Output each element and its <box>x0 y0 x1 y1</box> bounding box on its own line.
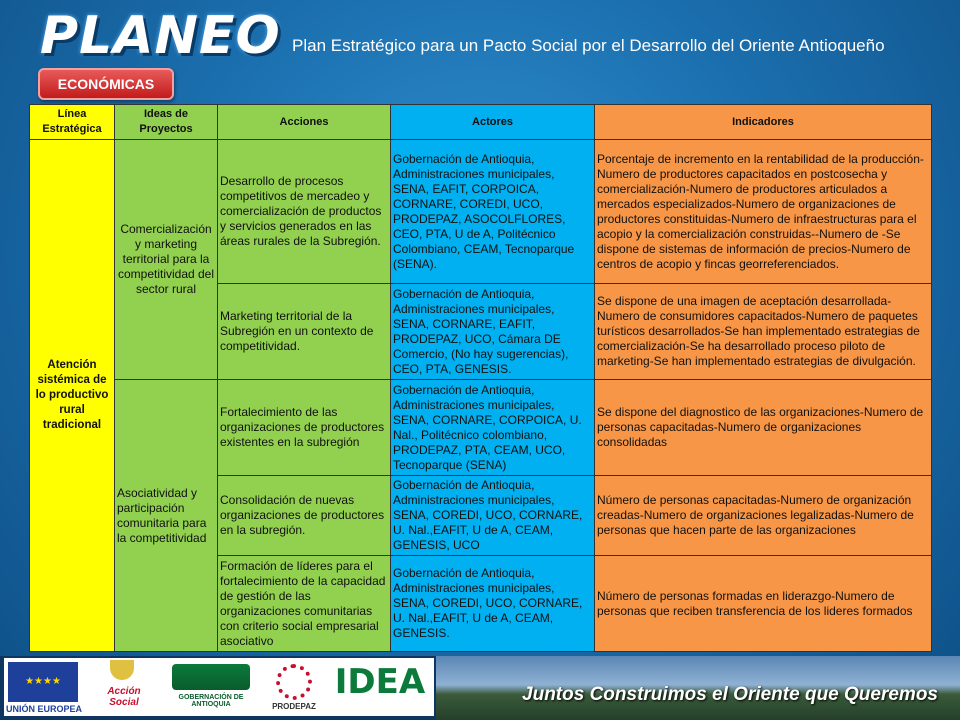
actores-cell: Gobernación de Antioquia, Administraciones municipales, SENA, COREDI, UCO, CORNARE, U. Nal.,EAFIT, U de A, CEAM, GENESIS, UCO <box>391 476 595 556</box>
category-badge[interactable]: ECONÓMICAS <box>38 68 174 100</box>
header-ideas: Ideas de Proyectos <box>115 105 218 140</box>
logo-label-gobernacion: GOBERNACIÓN DE ANTIOQUIA <box>178 694 244 708</box>
linea-estrategica-cell: Atención sistémica de lo productivo rural tradicional <box>30 140 115 652</box>
planeo-logo-title: PLANEO <box>40 6 281 66</box>
logo-label-prodepaz: PRODEPAZ <box>272 702 316 711</box>
actores-cell: Gobernación de Antioquia, Administraciones municipales, SENA, EAFIT, CORPOICA, CORNARE, COREDI, UCO, PRODEPAZ, ASOCOLFLORES, CEO, PTA, U de A, Politécnico Colombiano, CEAM, Tecnoparque (SENA). <box>391 140 595 284</box>
indicadores-cell: Número de personas formadas en liderazgo-Numero de personas que reciben transferencia de los lideres formados <box>595 556 932 652</box>
antioquia-shield-icon <box>172 664 250 690</box>
header-linea: Línea Estratégica <box>30 105 115 140</box>
indicadores-cell: Se dispone del diagnostico de las organizaciones-Numero de personas capacitadas-Numero de organizaciones consolidadas <box>595 380 932 476</box>
accion-cell: Marketing territorial de la Subregión en un contexto de competitividad. <box>218 284 391 380</box>
actores-cell: Gobernación de Antioquia, Administraciones municipales, SENA, CORNARE, EAFIT, PRODEPAZ, UCO, Cámara DE Comercio, (No hay sugerencias), CEO, PTA, GENESIS. <box>391 284 595 380</box>
idea-cell: Comercialización y marketing territorial para la competitividad del sector rural <box>115 140 218 380</box>
logo-label-ue: UNIÓN EUROPEA <box>6 704 83 714</box>
header-indicadores: Indicadores <box>595 105 932 140</box>
indicadores-cell: Porcentaje de incremento en la rentabilidad de la producción-Numero de productores capacitados en postcosecha y comercialización-Numero de productores articulados a mercados especializados-Numero de organizaciones de productores constituidas-Numero de infraestructuras para el acopio y la comercialización construidas--Numero de -Se dispone de sistemas de información de precios-Numero de centros de acopio y fincas georreferenciados. <box>595 140 932 284</box>
eu-flag-icon: ★★★★ <box>8 662 78 702</box>
page-subtitle: Plan Estratégico para un Pacto Social por el Desarrollo del Oriente Antioqueño <box>292 36 885 55</box>
header-actores: Actores <box>391 105 595 140</box>
indicadores-cell: Se dispone de una imagen de aceptación desarrollada-Numero de consumidores capacitados-Numero de paquetes turísticos desarrollados-Se han implementado estrategias de comercialización-Se ha desarrollado proceso piloto de marketing-Se han implementado estrategias de divulgación. <box>595 284 932 380</box>
prodepaz-icon <box>276 664 312 700</box>
accion-cell: Consolidación de nuevas organizaciones de productores en la subregión. <box>218 476 391 556</box>
actores-cell: Gobernación de Antioquia, Administraciones municipales, SENA, CORNARE, CORPOICA, U. Nal., Politécnico colombiano, PRODEPAZ, PTA, CEAM, UCO, Tecnoparque (SENA) <box>391 380 595 476</box>
footer-slogan: Juntos Construimos el Oriente que Queremos <box>522 684 938 705</box>
header-acciones: Acciones <box>218 105 391 140</box>
table-header-row <box>30 105 932 140</box>
accion-cell: Formación de líderes para el fortalecimiento de la capacidad de gestión de las organizaciones comunitarias con criterio social empresarial asociativo <box>218 556 391 652</box>
accion-cell: Fortalecimiento de las organizaciones de productores existentes en la subregión <box>218 380 391 476</box>
actores-cell: Gobernación de Antioquia, Administraciones municipales, SENA, COREDI, UCO, CORNARE, U. Nal.,EAFIT, U de A, CEAM, GENESIS. <box>391 556 595 652</box>
table-row <box>30 380 932 476</box>
accion-cell: Desarrollo de procesos competitivos de mercadeo y comercialización de productos y servicios generados en las áreas rurales de la Subregión. <box>218 140 391 284</box>
logo-label-accion-social: Acción Social <box>107 686 141 708</box>
idea-cell: Asociatividad y participación comunitaria para la competitividad <box>115 380 218 652</box>
strategy-table <box>29 104 932 652</box>
indicadores-cell: Número de personas capacitadas-Numero de organización creadas-Numero de organizaciones legalizadas-Numero de personas que hacen parte de las organizaciones <box>595 476 932 556</box>
logo-label-idea: IDEA <box>334 662 426 702</box>
table-row <box>30 140 932 284</box>
